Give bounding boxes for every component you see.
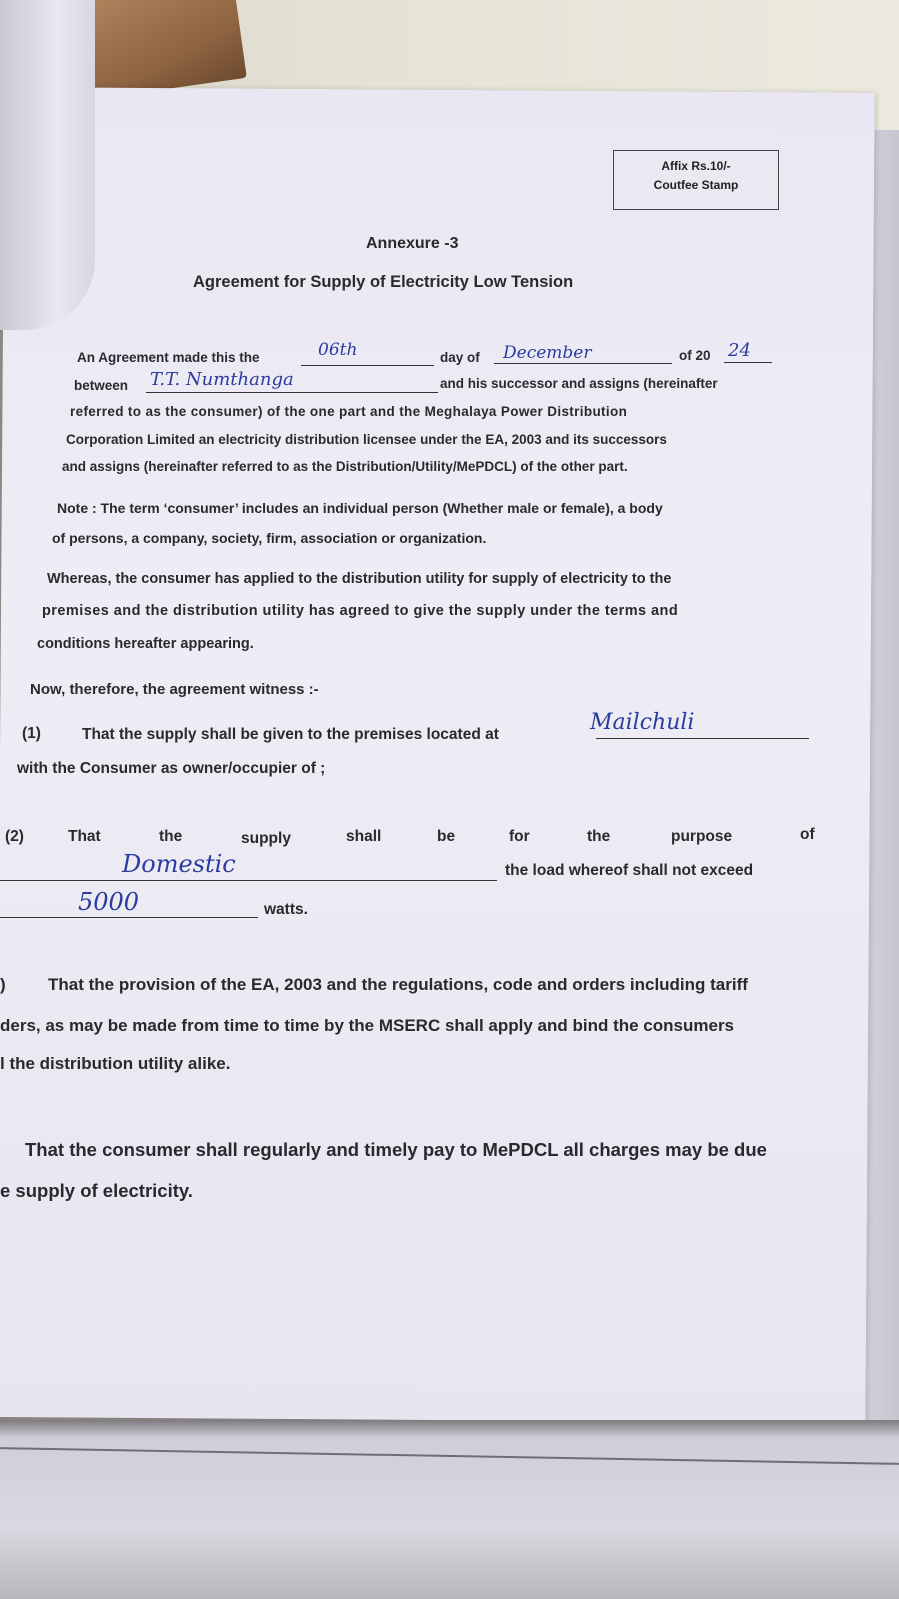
clause-2-number: (2) [5,828,24,845]
day-blank-line [301,365,434,366]
stamp-line-1: Affix Rs.10/- [661,159,731,173]
clause-2-word: for [509,828,530,845]
clause-2-word: That [68,828,101,845]
party-blank-line [146,392,438,393]
agreement-lead: An Agreement made this the [77,350,260,365]
clause-3-number: ) [0,975,6,994]
agreement-line-4: Corporation Limited an electricity distribution licensee under the EA, 2003 and its successors [66,432,667,447]
clause-2-load-text: the load whereof shall not exceed [505,862,754,879]
party-handwritten: T.T. Numthanga [150,369,294,390]
agreement-line-2-tail: and his successor and assigns (hereinafter [440,376,718,391]
curled-page-corner [0,0,95,330]
clause-2-word: the [587,828,611,845]
whereas-line-1: Whereas, the consumer has applied to the distribution utility for supply of electricity to the [47,571,672,587]
of-20-label: of 20 [679,348,711,363]
note-line-2: of persons, a company, society, firm, association or organization. [52,530,487,546]
day-of-label: day of [440,350,480,365]
purpose-blank-line [0,880,497,881]
agreement-line-5: and assigns (hereinafter referred to as the Distribution/Utility/MePDCL) of the other part. [62,459,628,474]
clause-2-word: be [437,828,456,845]
lower-sheet [0,1420,899,1599]
clause-1-number: (1) [22,725,41,742]
month-blank-line [494,363,672,364]
clause-4-line-2: e supply of electricity. [0,1180,193,1201]
clause-3-line-3: l the distribution utility alike. [0,1054,231,1073]
clause-4-line-1: That the consumer shall regularly and timely pay to MePDCL all charges may be due [25,1139,767,1160]
year-handwritten: 24 [728,340,751,361]
witness-line: Now, therefore, the agreement witness :- [30,681,319,698]
watts-label: watts. [264,901,308,918]
clause-1-text: That the supply shall be given to the premises located at [82,726,499,743]
clause-3-line-1: That the provision of the EA, 2003 and the regulations, code and orders including tariff [48,975,748,994]
watts-handwritten: 5000 [78,888,140,916]
month-handwritten: December [503,343,592,363]
clause-2-word: supply [241,830,291,847]
between-label: between [74,378,129,393]
clause-2-word: the [159,828,183,845]
clause-3-line-2: ders, as may be made from time to time by the MSERC shall apply and bind the consumers [0,1016,735,1035]
clause-2-word: purpose [671,828,733,845]
whereas-line-3: conditions hereafter appearing. [37,636,254,652]
document-title: Agreement for Supply of Electricity Low Tension [193,273,574,291]
watts-blank-line [0,917,258,918]
clause-2-word: of [800,826,815,843]
purpose-handwritten: Domestic [122,850,236,878]
note-line-1: Note : The term ‘consumer’ includes an individual person (Whether male or female), a body [57,500,663,516]
agreement-line-3: referred to as the consumer) of the one part and the Meghalaya Power Distribution [70,404,628,419]
year-blank-line [724,362,772,363]
day-handwritten: 06th [318,340,358,360]
stamp-box [613,150,779,210]
stamp-line-2: Coutfee Stamp [653,178,739,192]
annexure-heading: Annexure -3 [366,235,459,252]
location-blank-line [596,738,809,739]
whereas-line-2: premises and the distribution utility has agreed to give the supply under the terms and [42,603,679,619]
clause-1-line-2: with the Consumer as owner/occupier of ; [17,760,326,777]
location-handwritten: Mailchuli [590,710,695,735]
clause-2-word: shall [346,828,382,845]
